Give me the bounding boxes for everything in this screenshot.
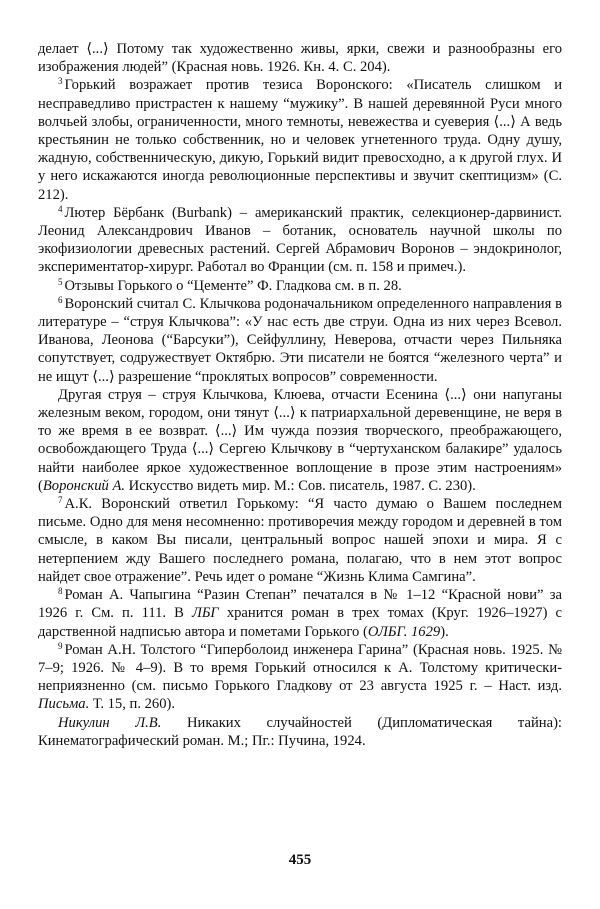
footnote-8: $^8$ Роман А. Чапыгина “Разин Степан” печатался в № 1–12 “Красной нови” за 1926 г. См. п. 111. В ЛБГ хранится роман в трех томах (Круг. 1926–1927) с дарственной надписью автора и пометами Горького (ОЛБГ. 1629). (38, 586, 562, 640)
title-pisma: Письма. (38, 696, 90, 713)
footnote-number: 4 (58, 203, 63, 214)
abbr-lbg: ЛБГ (191, 605, 219, 622)
page-number: 455 (288, 852, 312, 868)
footnote-number: 9 (58, 640, 63, 651)
footnote-6-continuation: Другая струя – струя Клычкова, Клюева, отчасти Есенина ⟨...⟩ они напуганы железным веком, городом, они тянут ⟨...⟩ к патриархальной деревенщине, не веря в то же время в ее возврат. ⟨...⟩ Им чужда поэзия творческого, преображающего, освобождающего Труда ⟨...⟩ Сергею Клычкову в “чертуханском балакире” удалось найти наиболее яркое художественное воплощение в прозе этим настроениям» (Воронский А. Искусство видеть мир. М.: Сов. писатель, 1987. С. 230). (38, 386, 562, 494)
footnote-number: 8 (58, 586, 63, 597)
abbr-olbg: ОЛБГ. 1629 (367, 623, 441, 640)
footnote-number: 5 (58, 276, 63, 287)
cited-author: Воронский А. (42, 477, 126, 494)
footnotes-block (38, 40, 562, 750)
cited-author: Никулин Л.В. (58, 714, 162, 731)
footnote-7: $^7$ А.К. Воронский ответил Горькому: “Я часто думаю о Вашем последнем письме. Одно для меня несомненно: противоречия между городом и деревней в том смысле, в каком Вы писали, центральный вопрос нашей эпохи и мира. Я с нетерпением жду Вашего последнего романа, полагаю, что в нем этот вопрос найдет свое отражение”. Речь идет о романе “Жизнь Клима Самгина”. (38, 495, 562, 585)
footnote-4: $^4$ Лютер Бёрбанк (Burbank) – американский практик, селекционер-дарвинист. Леонид Александрович Иванов – ботаник, основатель научной школы по экофизиологии древесных растений. Сергей Абрамович Воронов – эндокринолог, экспериментатор-хирург. Работал во Франции (см. п. 158 и примеч.). (38, 203, 562, 276)
footnote-number: 7 (58, 495, 63, 506)
footnote-9: $^9$ Роман А.Н. Толстого “Гиперболоид инженера Гарина” (Красная новь. 1925. № 7–9; 1926. № 4–9). В то время Горький относился к А. Толстому критически-неприязненно (см. письмо Горького Гладкову от 23 августа 1925 г. – Наст. изд. Письма. Т. 15, п. 260). (38, 640, 562, 713)
footnote-5: $^5$ Отзывы Горького о “Цементе” Ф. Гладкова см. в п. 28. (58, 276, 402, 294)
footnote-continuation: делает ⟨...⟩ Потому так художественно живы, ярки, свежи и разнообразны его изображения людей” (Красная новь. 1926. Кн. 4. С. 204). (38, 41, 562, 76)
footnote-6: $^6$ Воронский считал С. Клычкова родоначальником определенного направления в литературе – “струя Клычкова”: «У нас есть две струи. Одна из них через Всевол. Иванова, Леонова (“Барсуки”), Сейфуллину, Неверова, отчасти через Пильняка сопутствует, содружествует Октябрю. Эти писатели не боятся “железного черта” и не ищут ⟨...⟩ разрешение “проклятых вопросов” современности. (38, 294, 562, 385)
footnote-number: 6 (58, 294, 63, 305)
footnote-nikulin: Никулин Л.В. Никаких случайностей (Дипломатическая тайна): Кинематографический роман. М.; Пг.: Пучина, 1924. (38, 714, 562, 749)
footnote-number: 3 (58, 76, 63, 87)
footnote-3: $^3$ Горький возражает против тезиса Воронского: «Писатель слишком и несправедливо пристрастен к нашему “мужику”. В нашей деревянной Руси много волчьей злобы, ограниченности, много темноты, невежества и суеверия ⟨...⟩ А ведь крестьянин не только собственник, но и человек угнетенного труда. Одну душу, жадную, собственническую, дикую, Горький видит превосходно, а к другой глух. И у него искажаются иногда революционные перспективы и звучит скептицизм» (С. 212). (38, 76, 562, 203)
